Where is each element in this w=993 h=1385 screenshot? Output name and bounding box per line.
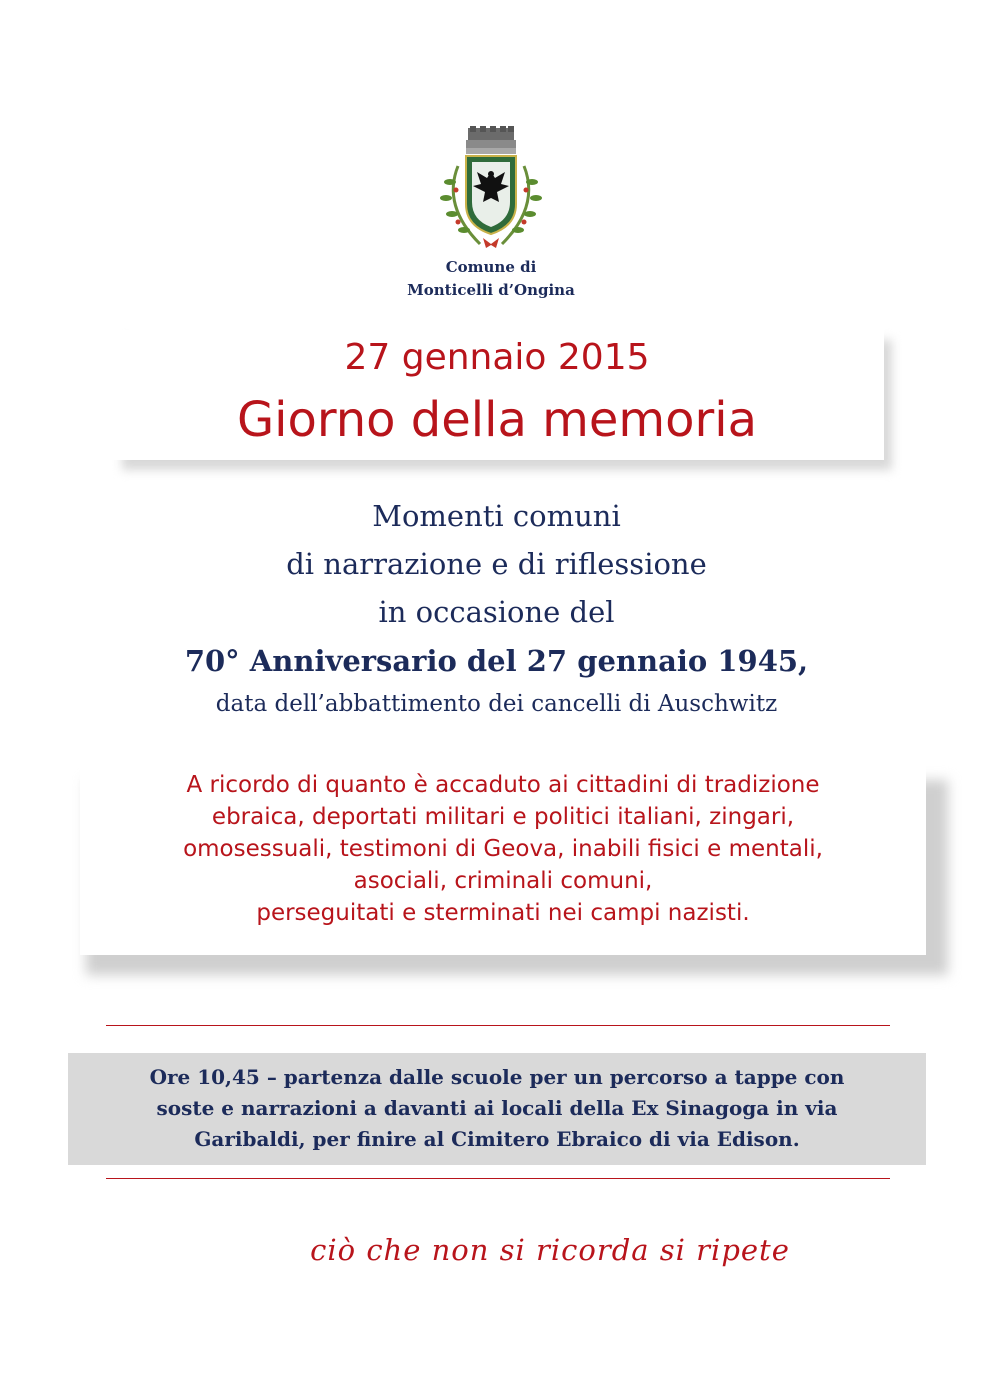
remembrance-box (80, 765, 926, 955)
municipality-line-1: Comune di (445, 258, 537, 276)
divider-top (106, 1025, 890, 1026)
anniversary-line: 70° Anniversario del 27 gennaio 1945, (184, 644, 809, 678)
remembrance-line: ebraica, deportati militari e politici italiani, zingari, (211, 804, 795, 830)
divider-bottom (106, 1178, 890, 1179)
program-line: soste e narrazioni a davanti ai locali della Ex Sinagoga in via (156, 1096, 838, 1120)
remembrance-line: asociali, criminali comuni, (353, 868, 653, 894)
remembrance-line: perseguitati e sterminati nei campi nazisti. (256, 900, 750, 926)
remembrance-line: omosessuali, testimoni di Geova, inabili fisici e mentali, (183, 836, 823, 862)
closing-motto: ciò che non si ricorda si ripete (310, 1233, 790, 1267)
title-box (110, 330, 884, 460)
municipality-name (350, 256, 632, 302)
page-title: Giorno della memoria (236, 392, 758, 448)
intro-line-1: Momenti comuni (372, 499, 621, 533)
remembrance-line: A ricordo di quanto è accaduto ai cittadini di tradizione (186, 772, 820, 798)
program-line: Ore 10,45 – partenza dalle scuole per un percorso a tappe con (149, 1065, 845, 1089)
auschwitz-line: data dell’abbattimento dei cancelli di Auschwitz (215, 691, 778, 717)
event-date: 27 gennaio 2015 (344, 337, 650, 378)
intro-line-3: in occasione del (378, 595, 615, 629)
intro-line-2: di narrazione e di riflessione (286, 547, 707, 581)
program-box (68, 1053, 926, 1165)
coat-of-arms-emblem (428, 126, 554, 254)
program-line: Garibaldi, per finire al Cimitero Ebraico di via Edison. (194, 1127, 800, 1151)
municipality-line-2: Monticelli d’Ongina (407, 281, 575, 299)
